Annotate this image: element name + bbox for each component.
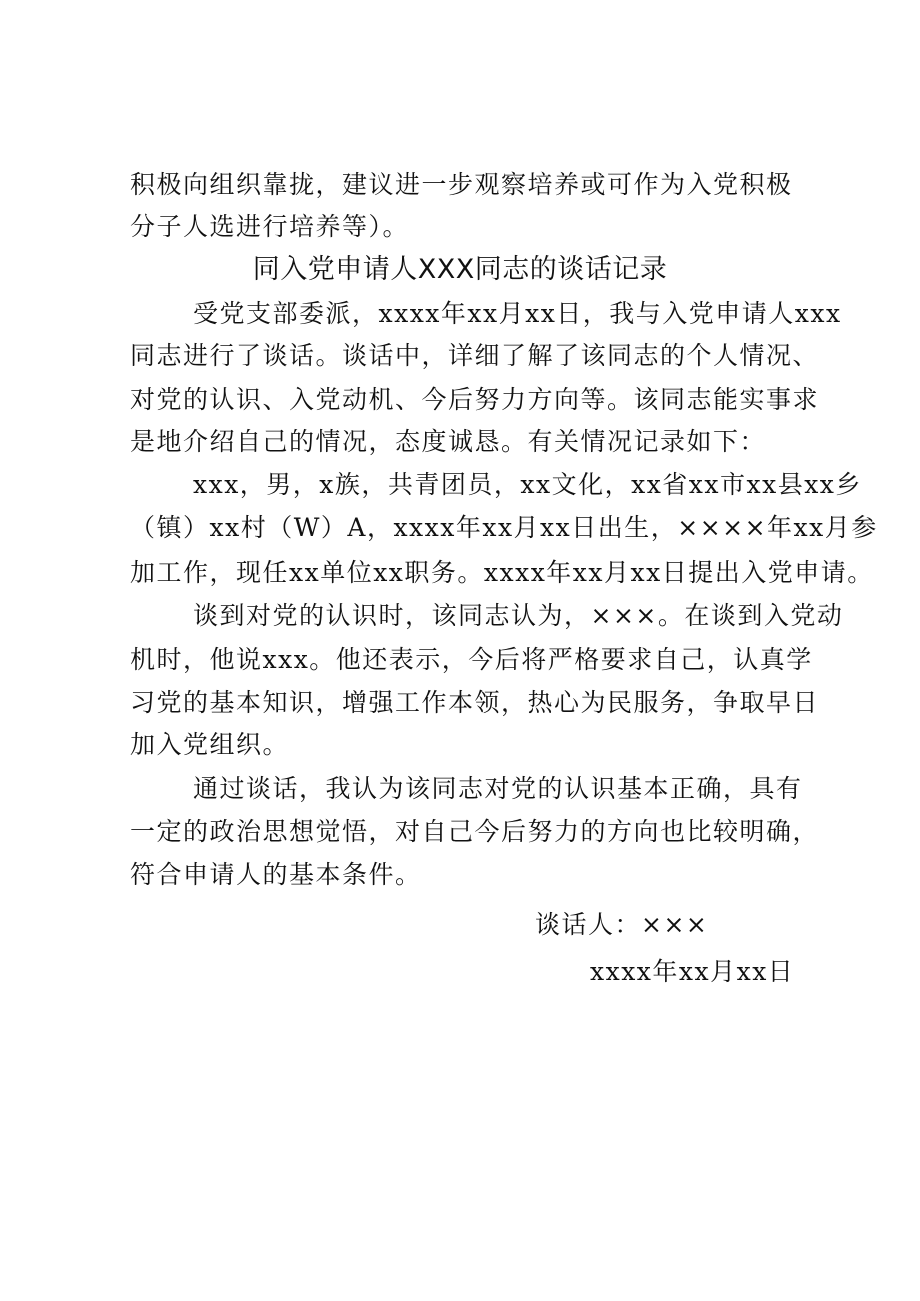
paragraph-3-line-3: 习党的基本知识，增强工作本领，热心为民服务，争取早日 [130, 688, 820, 717]
signature-interviewer: 谈话人：××× [535, 910, 709, 939]
document-title: 同入党申请人XXX同志的谈话记录 [252, 254, 668, 285]
paragraph-1-line-3: 对党的认识、入党动机、今后努力方向等。该同志能实事求 [130, 385, 820, 414]
paragraph-1-line-2: 同志进行了谈话。谈话中，详细了解了该同志的个人情况、 [130, 341, 820, 370]
carryover-line-2: 分子人选进行培养等）。 [130, 212, 410, 241]
carryover-line-1: 积极向组织靠拢，建议进一步观察培养或可作为入党积极 [130, 170, 793, 199]
paragraph-1-line-1: 受党支部委派，xxxx年xx月xx日，我与入党申请人xxx [193, 299, 842, 328]
signature-date: xxxx年xx月xx日 [590, 957, 795, 986]
paragraph-4-line-3: 符合申请人的基本条件。 [130, 860, 422, 889]
paragraph-4-line-1: 通过谈话，我认为该同志对党的认识基本正确，具有 [193, 774, 803, 803]
paragraph-2-line-3: 加工作，现任xx单位xx职务。xxxx年xx月xx日提出入党申请。 [130, 558, 874, 587]
paragraph-2-line-1: xxx，男，x族，共青团员，xx文化，xx省xx市xx县xx乡 [193, 470, 862, 499]
paragraph-3-line-4: 加入党组织。 [130, 730, 290, 759]
paragraph-3-line-1: 谈到对党的认识时，该同志认为，×××。在谈到入党动 [193, 601, 844, 630]
paragraph-3-line-2: 机时，他说xxx。他还表示，今后将严格要求自己，认真学 [130, 645, 813, 674]
paragraph-2-line-2: （镇）xx村（W）A，xxxx年xx月xx日出生，××××年xx月参 [130, 513, 878, 542]
paragraph-4-line-2: 一定的政治思想觉悟，对自己今后努力的方向也比较明确， [130, 817, 820, 846]
paragraph-1-line-4: 是地介绍自己的情况，态度诚恳。有关情况记录如下： [130, 427, 767, 456]
